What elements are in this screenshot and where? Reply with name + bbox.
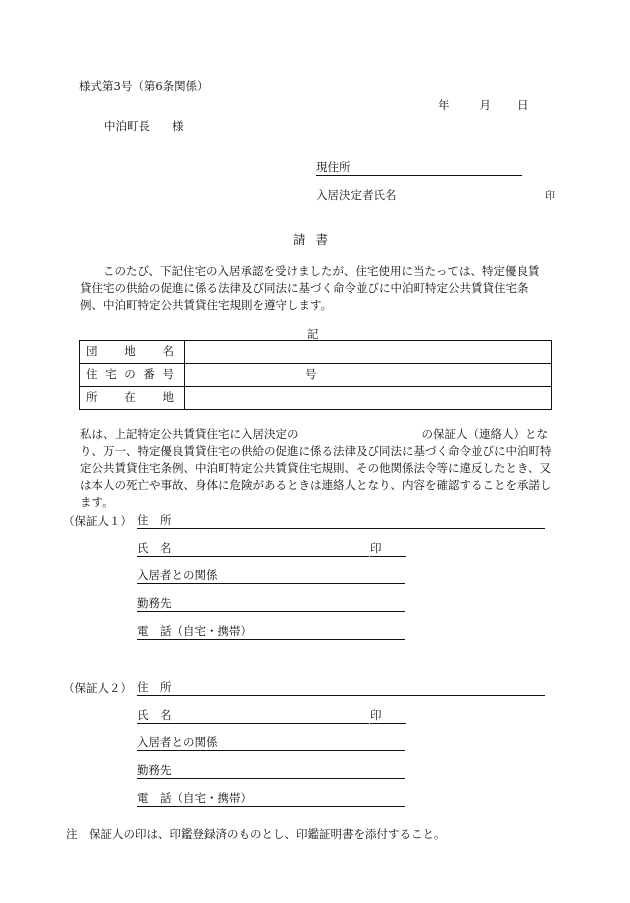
guarantor2-seal: 印	[370, 709, 406, 724]
table-row	[80, 341, 552, 364]
date-day: 日	[517, 98, 529, 112]
addressee	[104, 120, 184, 134]
label-house-number: 住 宅 の 番 号	[86, 367, 174, 382]
addressee-honorific: 様	[172, 119, 184, 133]
date-line	[438, 99, 529, 113]
housing-info-table	[79, 340, 552, 410]
house-number-unit: 号	[305, 367, 317, 381]
guarantor2-workplace-label: 勤務先	[137, 763, 172, 777]
label-danchi: 団 地 名	[86, 344, 174, 359]
table-label-cell	[80, 341, 185, 364]
date-year: 年	[438, 98, 450, 112]
guarantor1-name-label: 氏 名	[137, 541, 172, 555]
guarantor2-phone-field[interactable]	[137, 792, 405, 807]
document-title: 請書	[293, 232, 339, 247]
footnote: 注 保証人の印は、印鑑登録済のものとし、印鑑証明書を添付すること。	[66, 827, 446, 841]
guarantor1-relation-label: 入居者との関係	[137, 568, 218, 582]
guarantee-text: 私は、上記特定公共賃貸住宅に入居決定の の保証人（連絡人）となり、万一、特定優良賃貸住宅の供給の促進に係る法律及び同法に基づく命令並びに中泊町特定公共賃貸住宅条例、中泊町特定公共賃貸住宅規則、その他関係法令等に違反したとき、又は本人の死亡や事故、身体に危険があるときは連絡人となり、内容を確認することを承諾します。	[80, 427, 552, 509]
current-address-field[interactable]	[316, 161, 522, 176]
table-row	[80, 364, 552, 387]
body-text: このたび、下記住宅の入居承認を受けましたが、住宅使用に当たっては、特定優良賃貸住宅の供給の促進に係る法律及び同法に基づく命令並びに中泊町特定公共賃貸住宅条例、中泊町特定公共賃貸住宅規則を遵守します。	[80, 264, 540, 312]
location-value[interactable]	[185, 387, 552, 410]
guarantor2-address-label: 住 所	[137, 680, 172, 694]
guarantor1-phone-field[interactable]	[137, 625, 405, 640]
guarantor2-relation-field[interactable]	[137, 736, 405, 751]
date-month: 月	[479, 98, 491, 112]
table-label-cell	[80, 387, 185, 410]
guarantor1-address-label: 住 所	[137, 513, 172, 527]
guarantor2-workplace-field[interactable]	[137, 764, 405, 779]
guarantor1-phone-label: 電 話（自宅・携帯）	[137, 624, 252, 638]
table-label-cell	[80, 364, 185, 387]
guarantor1-name-field[interactable]	[137, 542, 369, 557]
guarantor2-relation-label: 入居者との関係	[137, 735, 218, 749]
guarantor1-workplace-label: 勤務先	[137, 596, 172, 610]
house-number-value[interactable]	[185, 364, 552, 387]
guarantor1-relation-field[interactable]	[137, 569, 405, 584]
guarantor2-phone-label: 電 話（自宅・携帯）	[137, 791, 252, 805]
guarantor1-seal: 印	[370, 542, 406, 557]
guarantor2-heading: （保証人２）	[63, 681, 132, 695]
guarantor1-address-field[interactable]	[137, 514, 545, 529]
guarantor2-name-field[interactable]	[137, 709, 369, 724]
tenant-seal: 印	[545, 191, 555, 202]
form-number: 様式第3号（第6条関係）	[79, 79, 209, 93]
guarantor1-heading: （保証人１）	[63, 514, 132, 528]
current-address-label: 現住所	[316, 160, 351, 174]
record-heading: 記	[307, 327, 319, 341]
table-row	[80, 387, 552, 410]
guarantor2-name-label: 氏 名	[137, 708, 172, 722]
housing-complex-value[interactable]	[185, 341, 552, 364]
label-location: 所 在 地	[86, 390, 174, 405]
tenant-name-label: 入居決定者氏名	[316, 188, 397, 202]
guarantor1-workplace-field[interactable]	[137, 597, 405, 612]
addressee-name: 中泊町長	[104, 119, 150, 133]
guarantor2-address-field[interactable]	[137, 681, 545, 696]
